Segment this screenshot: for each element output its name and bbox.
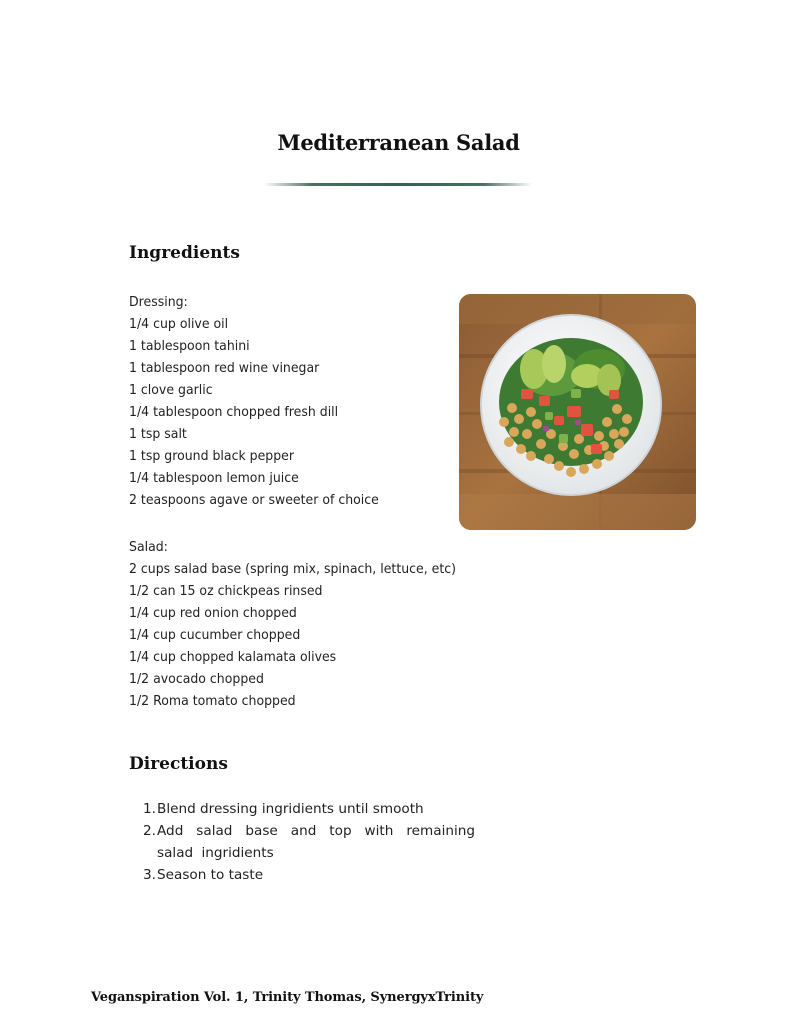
list-item xyxy=(129,864,475,886)
step-number: 2. xyxy=(143,823,156,839)
list-item: 1 tablespoon red wine vinegar xyxy=(129,360,320,376)
list-item: 2 cups salad base (spring mix, spinach, lettuce, etc) xyxy=(129,561,457,577)
step-text: Add salad base and top with remaining salad ingridients xyxy=(157,823,475,861)
list-item: 1/2 Roma tomato chopped xyxy=(129,693,296,709)
salad-label: Salad: xyxy=(129,539,168,555)
directions-heading: Directions xyxy=(129,754,228,774)
list-item: 1/2 can 15 oz chickpeas rinsed xyxy=(129,583,323,599)
step-text: Blend dressing ingridients until smooth xyxy=(157,801,424,817)
dressing-label: Dressing: xyxy=(129,294,188,310)
list-item xyxy=(129,798,475,820)
salad-photo xyxy=(459,294,696,530)
list-item: 1/4 tablespoon chopped fresh dill xyxy=(129,404,339,420)
list-item: 1 tablespoon tahini xyxy=(129,338,250,354)
dressing-list xyxy=(129,291,379,511)
list-item: 1/4 tablespoon lemon juice xyxy=(129,470,299,486)
ingredients-heading: Ingredients xyxy=(129,243,240,263)
step-text: Season to taste xyxy=(157,867,264,883)
step-number: 3. xyxy=(143,867,156,883)
list-item: 1/2 avocado chopped xyxy=(129,671,264,687)
page-footer: Veganspiration Vol. 1, Trinity Thomas, SynergyxTrinity xyxy=(91,990,484,1005)
salad-bowl-illustration xyxy=(459,294,696,530)
page-title: Mediterranean Salad xyxy=(277,130,520,155)
directions-list xyxy=(129,798,475,886)
list-item: 1/4 cup olive oil xyxy=(129,316,229,332)
list-item: 1 tsp ground black pepper xyxy=(129,448,295,464)
list-item: 1/4 cup red onion chopped xyxy=(129,605,297,621)
list-item: 2 teaspoons agave or sweeter of choice xyxy=(129,492,379,508)
list-item xyxy=(129,820,475,864)
title-divider xyxy=(264,183,532,186)
step-number: 1. xyxy=(143,801,156,817)
salad-list xyxy=(129,536,456,712)
list-item: 1/4 cup cucumber chopped xyxy=(129,627,301,643)
list-item: 1 tsp salt xyxy=(129,426,187,442)
list-item: 1/4 cup chopped kalamata olives xyxy=(129,649,337,665)
list-item: 1 clove garlic xyxy=(129,382,213,398)
